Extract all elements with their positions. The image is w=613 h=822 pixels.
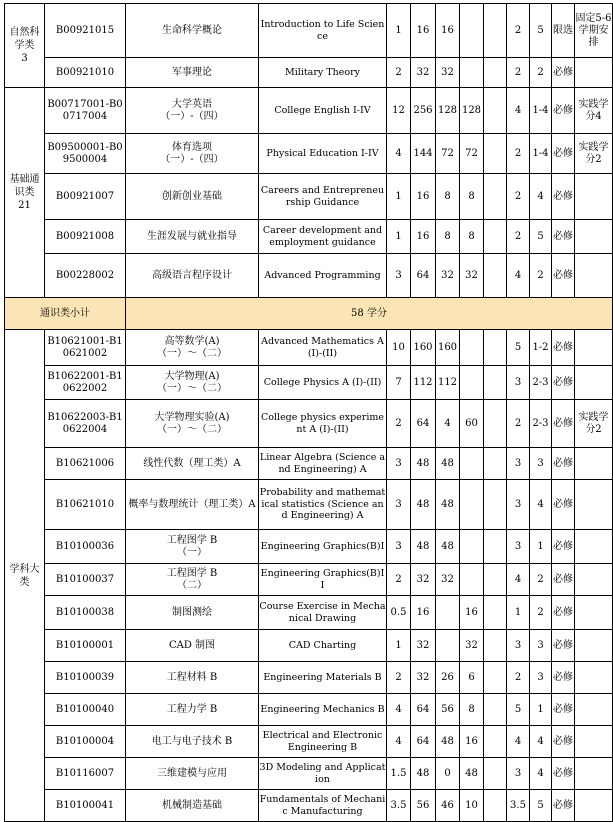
remarks [575, 596, 613, 630]
semester: 4 [530, 480, 552, 530]
weekly-hours: 2 [507, 134, 530, 174]
extra-hours [484, 400, 507, 448]
lecture-hours: 48 [436, 448, 460, 480]
total-hours: 32 [411, 564, 436, 596]
extra-hours [484, 694, 507, 726]
credits: 3.5 [387, 790, 411, 822]
table-row [5, 220, 613, 254]
practice-hours [460, 58, 484, 88]
course-code: B10116007 [45, 758, 126, 790]
semester: 1 [530, 694, 552, 726]
extra-hours [484, 448, 507, 480]
practice-hours: 8 [460, 694, 484, 726]
extra-hours [484, 220, 507, 254]
practice-hours: 8 [460, 220, 484, 254]
credits: 4 [387, 694, 411, 726]
practice-hours: 6 [460, 662, 484, 694]
practice-hours: 10 [460, 790, 484, 822]
credits: 4 [387, 134, 411, 174]
practice-hours [460, 480, 484, 530]
course-name-zh: 大学物理实验(A) （一）～（二） [126, 400, 259, 448]
course-code: B00921010 [45, 58, 126, 88]
course-code: B00921015 [45, 4, 126, 58]
semester: 1-2 [530, 330, 552, 366]
remarks: 实践学分2 [575, 134, 613, 174]
course-name-zh: 创新创业基础 [126, 174, 259, 220]
total-hours: 16 [411, 174, 436, 220]
total-hours: 16 [411, 4, 436, 58]
course-type: 必修 [552, 564, 575, 596]
weekly-hours: 3 [507, 366, 530, 400]
weekly-hours: 3 [507, 630, 530, 662]
extra-hours [484, 758, 507, 790]
course-name-en: Careers and Entrepreneurship Guidance [259, 174, 387, 220]
course-type: 必修 [552, 366, 575, 400]
course-name-en: Electrical and Electronic Engineering B [259, 726, 387, 758]
semester: 2 [530, 254, 552, 298]
total-hours: 160 [411, 330, 436, 366]
total-hours: 64 [411, 726, 436, 758]
course-type: 限选 [552, 4, 575, 58]
extra-hours [484, 134, 507, 174]
weekly-hours: 2 [507, 400, 530, 448]
extra-hours [484, 88, 507, 134]
course-code: B10622001-B10622002 [45, 366, 126, 400]
table-row [5, 134, 613, 174]
course-name-en: Engineering Materials B [259, 662, 387, 694]
lecture-hours: 26 [436, 662, 460, 694]
total-hours: 32 [411, 58, 436, 88]
course-type: 必修 [552, 480, 575, 530]
course-code: B10100001 [45, 630, 126, 662]
course-name-en: Physical Education I-IV [259, 134, 387, 174]
total-hours: 32 [411, 662, 436, 694]
practice-hours: 16 [460, 596, 484, 630]
course-name-zh: 军事理论 [126, 58, 259, 88]
remarks [575, 58, 613, 88]
course-code: B00717001-B00717004 [45, 88, 126, 134]
weekly-hours: 4 [507, 88, 530, 134]
course-name-en: CAD Charting [259, 630, 387, 662]
course-type: 必修 [552, 790, 575, 822]
total-hours: 64 [411, 254, 436, 298]
table-row [5, 366, 613, 400]
course-name-zh: 工程图学 B （一） [126, 530, 259, 564]
extra-hours [484, 366, 507, 400]
course-name-zh: 机械制造基础 [126, 790, 259, 822]
extra-hours [484, 630, 507, 662]
lecture-hours: 128 [436, 88, 460, 134]
course-type: 必修 [552, 254, 575, 298]
semester: 2-3 [530, 366, 552, 400]
course-code: B10100039 [45, 662, 126, 694]
remarks [575, 694, 613, 726]
credits: 0.5 [387, 596, 411, 630]
subtotal-row [5, 298, 613, 330]
course-name-en: College Physics A (I)-(II) [259, 366, 387, 400]
table-row [5, 726, 613, 758]
course-name-zh: 制图测绘 [126, 596, 259, 630]
remarks [575, 254, 613, 298]
credits: 1 [387, 4, 411, 58]
total-hours: 16 [411, 596, 436, 630]
course-table [4, 3, 613, 822]
extra-hours [484, 790, 507, 822]
course-type: 必修 [552, 220, 575, 254]
semester: 2 [530, 596, 552, 630]
practice-hours: 32 [460, 254, 484, 298]
credits: 4 [387, 726, 411, 758]
weekly-hours: 4 [507, 726, 530, 758]
remarks [575, 530, 613, 564]
course-name-en: Engineering Mechanics B [259, 694, 387, 726]
semester: 4 [530, 726, 552, 758]
lecture-hours: 48 [436, 726, 460, 758]
remarks [575, 174, 613, 220]
course-type: 必修 [552, 630, 575, 662]
course-type: 必修 [552, 400, 575, 448]
table-row [5, 480, 613, 530]
remarks [575, 790, 613, 822]
extra-hours [484, 480, 507, 530]
table-row [5, 530, 613, 564]
table-row [5, 254, 613, 298]
weekly-hours: 3.5 [507, 790, 530, 822]
weekly-hours: 2 [507, 174, 530, 220]
course-code: B10621006 [45, 448, 126, 480]
extra-hours [484, 564, 507, 596]
practice-hours: 128 [460, 88, 484, 134]
semester: 3 [530, 630, 552, 662]
weekly-hours: 3 [507, 758, 530, 790]
remarks [575, 480, 613, 530]
course-type: 必修 [552, 134, 575, 174]
course-code: B10621001-B10621002 [45, 330, 126, 366]
total-hours: 32 [411, 630, 436, 662]
extra-hours [484, 530, 507, 564]
credits: 1 [387, 630, 411, 662]
course-type: 必修 [552, 662, 575, 694]
practice-hours [460, 530, 484, 564]
lecture-hours: 56 [436, 694, 460, 726]
lecture-hours: 32 [436, 564, 460, 596]
weekly-hours: 4 [507, 564, 530, 596]
remarks [575, 726, 613, 758]
lecture-hours: 48 [436, 530, 460, 564]
semester: 3 [530, 448, 552, 480]
course-name-en: Military Theory [259, 58, 387, 88]
lecture-hours: 32 [436, 58, 460, 88]
remarks [575, 758, 613, 790]
course-name-zh: 工程力学 B [126, 694, 259, 726]
lecture-hours: 8 [436, 220, 460, 254]
course-name-zh: CAD 制图 [126, 630, 259, 662]
semester: 3 [530, 662, 552, 694]
total-hours: 16 [411, 220, 436, 254]
weekly-hours: 2 [507, 4, 530, 58]
course-name-zh: 大学英语 （一）-（四） [126, 88, 259, 134]
semester: 4 [530, 758, 552, 790]
course-code: B00921007 [45, 174, 126, 220]
semester: 1-4 [530, 88, 552, 134]
course-name-en: Advanced Programming [259, 254, 387, 298]
lecture-hours: 160 [436, 330, 460, 366]
credits: 2 [387, 400, 411, 448]
course-name-en: 3D Modeling and Application [259, 758, 387, 790]
category-discipline: 学科大类 [5, 330, 45, 822]
course-type: 必修 [552, 330, 575, 366]
total-hours: 256 [411, 88, 436, 134]
course-name-zh: 三维建模与应用 [126, 758, 259, 790]
extra-hours [484, 330, 507, 366]
table-row [5, 88, 613, 134]
practice-hours: 32 [460, 630, 484, 662]
lecture-hours: 46 [436, 790, 460, 822]
lecture-hours: 48 [436, 480, 460, 530]
weekly-hours: 2 [507, 662, 530, 694]
lecture-hours: 32 [436, 254, 460, 298]
practice-hours [460, 366, 484, 400]
remarks: 固定5-6学期安排 [575, 4, 613, 58]
total-hours: 56 [411, 790, 436, 822]
table-row [5, 790, 613, 822]
remarks: 实践学分2 [575, 400, 613, 448]
lecture-hours: 72 [436, 134, 460, 174]
lecture-hours [436, 630, 460, 662]
practice-hours: 60 [460, 400, 484, 448]
remarks [575, 366, 613, 400]
course-code: B00228002 [45, 254, 126, 298]
course-name-zh: 生命科学概论 [126, 4, 259, 58]
lecture-hours: 0 [436, 758, 460, 790]
table-row [5, 448, 613, 480]
table-row [5, 694, 613, 726]
credits: 2 [387, 58, 411, 88]
course-name-en: College physics experiment A (I)-(II) [259, 400, 387, 448]
table-row [5, 662, 613, 694]
credits: 7 [387, 366, 411, 400]
credits: 2 [387, 662, 411, 694]
remarks [575, 564, 613, 596]
practice-hours [460, 4, 484, 58]
practice-hours [460, 564, 484, 596]
course-code: B00921008 [45, 220, 126, 254]
table-row [5, 174, 613, 220]
credits: 3 [387, 530, 411, 564]
weekly-hours: 5 [507, 330, 530, 366]
semester: 5 [530, 220, 552, 254]
extra-hours [484, 726, 507, 758]
total-hours: 64 [411, 400, 436, 448]
course-code: B10100036 [45, 530, 126, 564]
table-row [5, 400, 613, 448]
course-name-en: Engineering Graphics(B)I [259, 530, 387, 564]
course-name-zh: 体育选项 （一）-（四） [126, 134, 259, 174]
credits: 1 [387, 174, 411, 220]
course-name-zh: 生涯发展与就业指导 [126, 220, 259, 254]
course-type: 必修 [552, 694, 575, 726]
course-code: B10100037 [45, 564, 126, 596]
course-type: 必修 [552, 58, 575, 88]
practice-hours: 8 [460, 174, 484, 220]
course-name-en: Probability and mathematical statistics (Science and Engineering) A [259, 480, 387, 530]
lecture-hours: 112 [436, 366, 460, 400]
remarks: 实践学分4 [575, 88, 613, 134]
course-code: B10100040 [45, 694, 126, 726]
semester: 2 [530, 564, 552, 596]
course-name-en: Linear Algebra (Science and Engineering) A [259, 448, 387, 480]
course-name-zh: 线性代数（理工类）A [126, 448, 259, 480]
remarks [575, 330, 613, 366]
course-name-en: Career development and employment guidance [259, 220, 387, 254]
table-row [5, 564, 613, 596]
credits: 10 [387, 330, 411, 366]
course-code: B10100041 [45, 790, 126, 822]
remarks [575, 630, 613, 662]
course-name-en: Introduction to Life Science [259, 4, 387, 58]
weekly-hours: 3 [507, 530, 530, 564]
total-hours: 48 [411, 448, 436, 480]
total-hours: 48 [411, 758, 436, 790]
remarks [575, 220, 613, 254]
semester: 5 [530, 4, 552, 58]
table-row [5, 58, 613, 88]
course-name-zh: 概率与数理统计（理工类）A [126, 480, 259, 530]
credits: 2 [387, 564, 411, 596]
extra-hours [484, 4, 507, 58]
course-type: 必修 [552, 758, 575, 790]
lecture-hours: 4 [436, 400, 460, 448]
practice-hours: 16 [460, 726, 484, 758]
course-name-en: Course Exercise in Mechanical Drawing [259, 596, 387, 630]
semester: 4 [530, 174, 552, 220]
practice-hours [460, 448, 484, 480]
lecture-hours [436, 596, 460, 630]
course-type: 必修 [552, 530, 575, 564]
lecture-hours: 16 [436, 4, 460, 58]
practice-hours: 48 [460, 758, 484, 790]
extra-hours [484, 596, 507, 630]
course-name-en: Advanced Mathematics A (I)-(II) [259, 330, 387, 366]
course-name-en: Fundamentals of Mechanic Manufacturing [259, 790, 387, 822]
weekly-hours: 4 [507, 254, 530, 298]
total-hours: 48 [411, 480, 436, 530]
weekly-hours: 3 [507, 448, 530, 480]
extra-hours [484, 662, 507, 694]
extra-hours [484, 174, 507, 220]
course-code: B10621010 [45, 480, 126, 530]
table-row [5, 330, 613, 366]
extra-hours [484, 254, 507, 298]
weekly-hours: 3 [507, 480, 530, 530]
subtotal-value: 58 学分 [126, 298, 613, 330]
remarks [575, 448, 613, 480]
practice-hours [460, 330, 484, 366]
weekly-hours: 5 [507, 694, 530, 726]
credits: 3 [387, 448, 411, 480]
course-name-en: College English I-IV [259, 88, 387, 134]
weekly-hours: 2 [507, 58, 530, 88]
total-hours: 48 [411, 530, 436, 564]
total-hours: 112 [411, 366, 436, 400]
category-basic-general: 基础通识类 21 [5, 88, 45, 298]
total-hours: 64 [411, 694, 436, 726]
credits: 3 [387, 480, 411, 530]
table-row [5, 630, 613, 662]
table-row [5, 4, 613, 58]
semester: 1-4 [530, 134, 552, 174]
remarks [575, 662, 613, 694]
course-code: B10622003-B10622004 [45, 400, 126, 448]
semester: 1 [530, 530, 552, 564]
course-code: B09500001-B09500004 [45, 134, 126, 174]
course-code: B10100004 [45, 726, 126, 758]
course-code: B10100038 [45, 596, 126, 630]
semester: 2 [530, 58, 552, 88]
course-type: 必修 [552, 726, 575, 758]
course-name-zh: 高级语言程序设计 [126, 254, 259, 298]
lecture-hours: 8 [436, 174, 460, 220]
credits: 3 [387, 254, 411, 298]
course-name-zh: 高等数学(A) （一）～（二） [126, 330, 259, 366]
category-natural-science: 自然科学类 3 [5, 4, 45, 88]
credits: 1.5 [387, 758, 411, 790]
course-type: 必修 [552, 174, 575, 220]
course-name-en: Engineering Graphics(B)II [259, 564, 387, 596]
course-type: 必修 [552, 448, 575, 480]
credits: 12 [387, 88, 411, 134]
course-name-zh: 工程图学 B （二） [126, 564, 259, 596]
semester: 5 [530, 790, 552, 822]
weekly-hours: 2 [507, 220, 530, 254]
extra-hours [484, 58, 507, 88]
course-name-zh: 大学物理(A) （一）～（二） [126, 366, 259, 400]
credits: 1 [387, 220, 411, 254]
weekly-hours: 1 [507, 596, 530, 630]
total-hours: 144 [411, 134, 436, 174]
course-name-zh: 工程材料 B [126, 662, 259, 694]
semester: 2-3 [530, 400, 552, 448]
course-type: 必修 [552, 596, 575, 630]
practice-hours: 72 [460, 134, 484, 174]
table-row [5, 596, 613, 630]
course-type: 必修 [552, 88, 575, 134]
subtotal-label: 通识类小计 [5, 298, 126, 330]
table-row [5, 758, 613, 790]
course-name-zh: 电工与电子技术 B [126, 726, 259, 758]
